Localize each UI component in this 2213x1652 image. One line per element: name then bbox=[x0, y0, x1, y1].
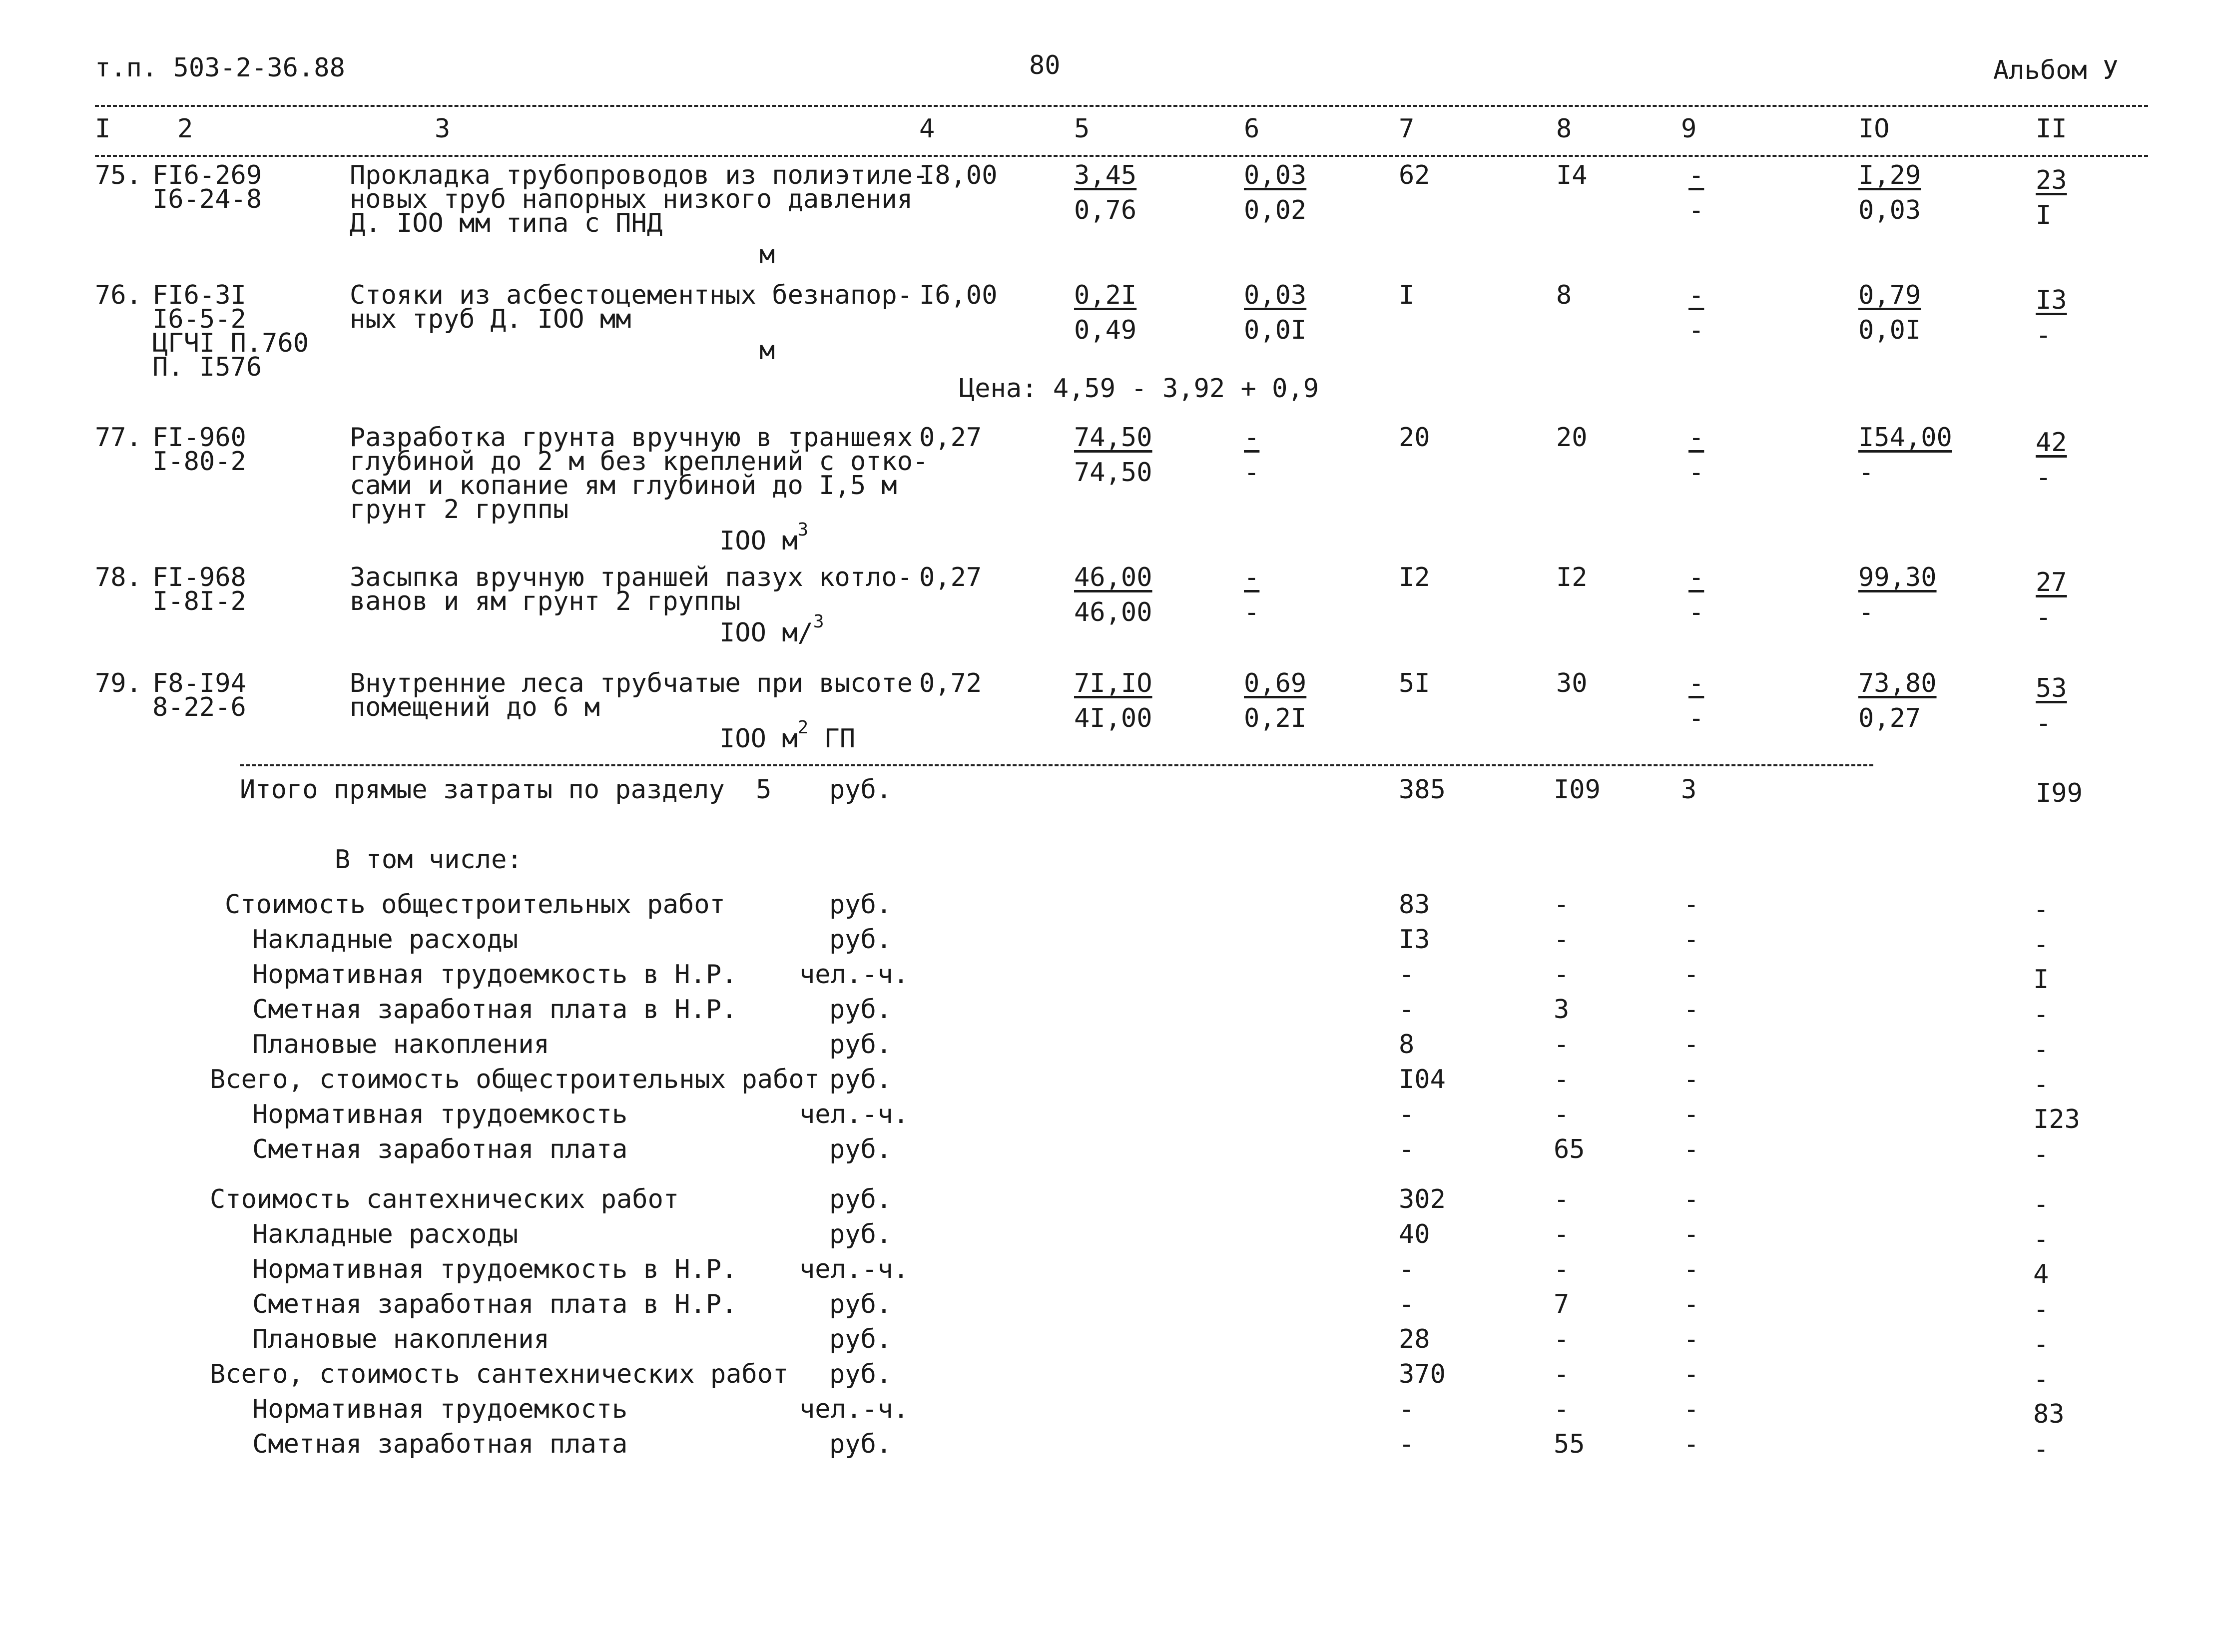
summary-c8: - bbox=[1554, 890, 1570, 920]
row-description: грунт 2 группы bbox=[350, 495, 569, 525]
summary-c7: 28 bbox=[1399, 1324, 1430, 1354]
summary-unit: руб. bbox=[829, 1030, 892, 1060]
summary-c7: - bbox=[1399, 960, 1415, 990]
column-header-6: 6 bbox=[1244, 114, 1260, 144]
summary-unit: чел.-ч. bbox=[799, 960, 909, 990]
summary-unit: руб. bbox=[829, 1324, 892, 1354]
column-header-4: 4 bbox=[919, 114, 935, 144]
row-unit bbox=[719, 611, 824, 648]
column-header-2: 2 bbox=[177, 114, 193, 144]
row-c5-top: 74,50 bbox=[1074, 423, 1152, 453]
row-code: I-8I-2 bbox=[152, 586, 246, 616]
unit-text: IOO м bbox=[719, 724, 798, 754]
summary-c7: - bbox=[1399, 1289, 1415, 1319]
unit-text: м bbox=[759, 336, 775, 366]
summary-c7: 8 bbox=[1399, 1030, 1415, 1060]
summary-c9: - bbox=[1683, 1324, 1699, 1354]
unit-text: IOO м/ bbox=[719, 618, 813, 648]
summary-unit: руб. bbox=[829, 1429, 892, 1459]
summary-label: Накладные расходы bbox=[252, 925, 519, 955]
row-c11-top: I3 bbox=[2036, 285, 2067, 315]
summary-c7: 302 bbox=[1399, 1184, 1446, 1214]
price-note: Цена: 4,59 - 3,92 + 0,9 bbox=[959, 374, 1319, 404]
row-c10-top: I54,00 bbox=[1858, 423, 1952, 453]
row-description: ванов и ям грунт 2 группы bbox=[350, 586, 741, 616]
row-code: I-80-2 bbox=[152, 447, 246, 477]
unit-exponent: 2 bbox=[797, 717, 809, 738]
row-code: FI6-3I bbox=[152, 280, 246, 310]
summary-c11: - bbox=[2033, 1364, 2049, 1394]
row-description: Стояки из асбестоцементных безнапор- bbox=[350, 280, 913, 310]
summary-c7: I04 bbox=[1399, 1065, 1446, 1095]
row-c7: 20 bbox=[1399, 423, 1430, 453]
row-quantity: 0,27 bbox=[919, 423, 982, 453]
column-header-11: II bbox=[2036, 114, 2067, 144]
row-number: 77. bbox=[95, 423, 142, 453]
unit-text: м bbox=[759, 240, 775, 270]
column-header-1: I bbox=[95, 114, 111, 144]
summary-c11: - bbox=[2033, 1189, 2049, 1219]
summary-c9: - bbox=[1683, 1100, 1699, 1129]
row-c5-top: 3,45 bbox=[1074, 160, 1137, 190]
row-c8: 20 bbox=[1556, 423, 1588, 453]
summary-c11: I bbox=[2033, 965, 2049, 995]
row-c9-bottom: - bbox=[1688, 195, 1704, 225]
row-c10-top: I,29 bbox=[1858, 160, 1921, 190]
summary-unit: руб. bbox=[829, 1219, 892, 1249]
summary-label: Нормативная трудоемкость в Н.Р. bbox=[252, 1254, 737, 1284]
row-c10-top: 0,79 bbox=[1858, 280, 1921, 310]
column-header-3: 3 bbox=[435, 114, 451, 144]
row-code: FI-960 bbox=[152, 423, 246, 453]
summary-label: Накладные расходы bbox=[252, 1219, 519, 1249]
unit-text: IOO м bbox=[719, 526, 798, 556]
row-c10-bottom: 0,27 bbox=[1858, 703, 1921, 733]
summary-c8: - bbox=[1554, 1394, 1570, 1424]
summary-unit: руб. bbox=[829, 925, 892, 955]
total-c9: 3 bbox=[1681, 775, 1697, 805]
summary-c11: 83 bbox=[2033, 1399, 2065, 1429]
summary-c11: - bbox=[2033, 1329, 2049, 1359]
summary-unit: руб. bbox=[829, 890, 892, 920]
summary-c9: - bbox=[1683, 1219, 1699, 1249]
summary-c9: - bbox=[1683, 1065, 1699, 1095]
row-c5-bottom: 74,50 bbox=[1074, 458, 1152, 488]
row-c6-top: 0,03 bbox=[1244, 160, 1307, 190]
row-c9-top: - bbox=[1688, 160, 1704, 190]
row-number: 76. bbox=[95, 280, 142, 310]
header-top-rule bbox=[95, 105, 2148, 107]
summary-label: Нормативная трудоемкость bbox=[252, 1394, 628, 1424]
summary-c11: - bbox=[2033, 1224, 2049, 1254]
summary-label: Плановые накопления bbox=[252, 1030, 550, 1060]
summary-c7: - bbox=[1399, 1429, 1415, 1459]
row-c9-top: - bbox=[1688, 668, 1704, 698]
row-code: 8-22-6 bbox=[152, 692, 246, 722]
row-description: Прокладка трубопроводов из полиэтиле- bbox=[350, 160, 929, 190]
summary-c8: - bbox=[1554, 1359, 1570, 1389]
summary-c8: 7 bbox=[1554, 1289, 1570, 1319]
row-c5-bottom: 0,49 bbox=[1074, 315, 1137, 345]
row-c9-bottom: - bbox=[1688, 315, 1704, 345]
summary-c11: 4 bbox=[2033, 1259, 2049, 1289]
summary-c9: - bbox=[1683, 995, 1699, 1025]
row-unit bbox=[719, 717, 856, 754]
row-c9-bottom: - bbox=[1688, 458, 1704, 488]
summary-c7: - bbox=[1399, 1134, 1415, 1164]
table-bottom-rule bbox=[240, 764, 1873, 766]
summary-c11: - bbox=[2033, 1294, 2049, 1324]
row-c8: I4 bbox=[1556, 160, 1588, 190]
row-c5-bottom: 46,00 bbox=[1074, 597, 1152, 627]
row-c5-top: 46,00 bbox=[1074, 562, 1152, 592]
summary-c11: - bbox=[2033, 1434, 2049, 1464]
column-header-7: 7 bbox=[1399, 114, 1415, 144]
row-c10-bottom: - bbox=[1858, 458, 1874, 488]
row-c9-bottom: - bbox=[1688, 703, 1704, 733]
row-c7: 5I bbox=[1399, 668, 1430, 698]
row-description: помещений до 6 м bbox=[350, 692, 600, 722]
summary-unit: руб. bbox=[829, 1289, 892, 1319]
row-c10-bottom: - bbox=[1858, 597, 1874, 627]
summary-c9: - bbox=[1683, 925, 1699, 955]
row-c11-bottom: I bbox=[2036, 200, 2052, 230]
summary-unit: чел.-ч. bbox=[799, 1100, 909, 1129]
row-c5-top: 0,2I bbox=[1074, 280, 1137, 310]
row-c8: 8 bbox=[1556, 280, 1572, 310]
summary-label: Нормативная трудоемкость bbox=[252, 1100, 628, 1129]
row-c11-bottom: - bbox=[2036, 320, 2052, 350]
row-c5-top: 7I,IO bbox=[1074, 668, 1152, 698]
row-description: Д. IOO мм типа с ПНД bbox=[350, 208, 663, 238]
summary-c8: - bbox=[1554, 925, 1570, 955]
row-c9-top: - bbox=[1688, 280, 1704, 310]
summary-c8: - bbox=[1554, 1100, 1570, 1129]
summary-c8: - bbox=[1554, 1324, 1570, 1354]
row-c7: I bbox=[1399, 280, 1415, 310]
summary-label: Стоимость сантехнических работ bbox=[210, 1184, 679, 1214]
row-number: 75. bbox=[95, 160, 142, 190]
row-c11-bottom: - bbox=[2036, 463, 2052, 493]
row-code: ЦГЧI П.760 bbox=[152, 328, 309, 358]
row-code: П. I576 bbox=[152, 352, 262, 382]
summary-c8: - bbox=[1554, 1219, 1570, 1249]
row-c9-bottom: - bbox=[1688, 597, 1704, 627]
unit-suffix: ГП bbox=[808, 724, 856, 754]
row-description: Засыпка вручную траншей пазух котло- bbox=[350, 562, 913, 592]
row-c6-bottom: - bbox=[1244, 458, 1260, 488]
summary-c7: - bbox=[1399, 1394, 1415, 1424]
column-header-10: IO bbox=[1858, 114, 1890, 144]
row-number: 78. bbox=[95, 562, 142, 592]
summary-c9: - bbox=[1683, 1134, 1699, 1164]
row-c10-top: 99,30 bbox=[1858, 562, 1937, 592]
summary-c8: - bbox=[1554, 1254, 1570, 1284]
summary-c7: - bbox=[1399, 995, 1415, 1025]
row-c7: 62 bbox=[1399, 160, 1430, 190]
summary-c7: 370 bbox=[1399, 1359, 1446, 1389]
summary-c8: 55 bbox=[1554, 1429, 1585, 1459]
summary-unit: чел.-ч. bbox=[799, 1394, 909, 1424]
row-description: сами и копание ям глубиной до I,5 м bbox=[350, 471, 897, 501]
summary-c11: - bbox=[2033, 930, 2049, 960]
row-c6-top: - bbox=[1244, 423, 1260, 453]
summary-c8: - bbox=[1554, 960, 1570, 990]
summary-c7: 83 bbox=[1399, 890, 1430, 920]
row-c6-bottom: - bbox=[1244, 597, 1260, 627]
row-description: глубиной до 2 м без креплений с отко- bbox=[350, 447, 929, 477]
row-c8: 30 bbox=[1556, 668, 1588, 698]
summary-c9: - bbox=[1683, 1030, 1699, 1060]
row-c11-top: 53 bbox=[2036, 673, 2067, 703]
summary-c7: - bbox=[1399, 1100, 1415, 1129]
column-header-9: 9 bbox=[1681, 114, 1697, 144]
row-c6-top: 0,69 bbox=[1244, 668, 1307, 698]
row-c10-top: 73,80 bbox=[1858, 668, 1937, 698]
row-c9-top: - bbox=[1688, 562, 1704, 592]
summary-label: Всего, стоимость общестроительных работ bbox=[210, 1065, 820, 1095]
row-code: I6-24-8 bbox=[152, 184, 262, 214]
row-c6-bottom: 0,2I bbox=[1244, 703, 1307, 733]
summary-c7: 40 bbox=[1399, 1219, 1430, 1249]
summary-unit: руб. bbox=[829, 1184, 892, 1214]
row-c11-top: 27 bbox=[2036, 567, 2067, 597]
row-c11-top: 42 bbox=[2036, 428, 2067, 458]
row-unit bbox=[759, 338, 775, 364]
row-c9-top: - bbox=[1688, 423, 1704, 453]
summary-c7: I3 bbox=[1399, 925, 1430, 955]
row-quantity: I6,00 bbox=[919, 280, 998, 310]
including-heading: В том числе: bbox=[335, 845, 523, 875]
row-c11-bottom: - bbox=[2036, 708, 2052, 738]
row-code: FI6-269 bbox=[152, 160, 262, 190]
summary-label: Сметная заработная плата bbox=[252, 1429, 628, 1459]
row-code: F8-I94 bbox=[152, 668, 246, 698]
row-c7: I2 bbox=[1399, 562, 1430, 592]
summary-c11: - bbox=[2033, 1000, 2049, 1030]
row-unit bbox=[719, 520, 809, 556]
total-label: Итого прямые затраты по разделу 5 bbox=[240, 775, 772, 805]
summary-c11: - bbox=[2033, 1070, 2049, 1100]
summary-c9: - bbox=[1683, 890, 1699, 920]
row-c6-top: - bbox=[1244, 562, 1260, 592]
summary-c11: I23 bbox=[2033, 1104, 2080, 1134]
row-quantity: I8,00 bbox=[919, 160, 998, 190]
summary-c9: - bbox=[1683, 1394, 1699, 1424]
row-unit bbox=[759, 242, 775, 268]
total-c7: 385 bbox=[1399, 775, 1446, 805]
summary-c8: - bbox=[1554, 1030, 1570, 1060]
summary-c9: - bbox=[1683, 960, 1699, 990]
row-c11-bottom: - bbox=[2036, 602, 2052, 632]
summary-c9: - bbox=[1683, 1184, 1699, 1214]
summary-label: Сметная заработная плата в Н.Р. bbox=[252, 1289, 737, 1319]
summary-c9: - bbox=[1683, 1359, 1699, 1389]
summary-unit: руб. bbox=[829, 1134, 892, 1164]
row-code: FI-968 bbox=[152, 562, 246, 592]
row-c6-top: 0,03 bbox=[1244, 280, 1307, 310]
row-c10-bottom: 0,03 bbox=[1858, 195, 1921, 225]
row-description: новых труб напорных низкого давления bbox=[350, 184, 913, 214]
summary-unit: руб. bbox=[829, 1359, 892, 1389]
document-code: т.п. 503-2-36.88 bbox=[95, 53, 345, 83]
summary-label: Сметная заработная плата в Н.Р. bbox=[252, 995, 737, 1025]
album-label: Альбом У bbox=[1993, 55, 2119, 85]
row-c5-bottom: 0,76 bbox=[1074, 195, 1137, 225]
summary-label: Всего, стоимость сантехнических работ bbox=[210, 1359, 789, 1389]
total-unit: руб. bbox=[829, 775, 892, 805]
summary-c11: - bbox=[2033, 1035, 2049, 1065]
row-c5-bottom: 4I,00 bbox=[1074, 703, 1152, 733]
row-description: Внутренние леса трубчатые при высоте bbox=[350, 668, 913, 698]
summary-label: Сметная заработная плата bbox=[252, 1134, 628, 1164]
column-header-8: 8 bbox=[1556, 114, 1572, 144]
summary-label: Нормативная трудоемкость в Н.Р. bbox=[252, 960, 737, 990]
row-c6-bottom: 0,0I bbox=[1244, 315, 1307, 345]
summary-c9: - bbox=[1683, 1429, 1699, 1459]
row-quantity: 0,27 bbox=[919, 562, 982, 592]
summary-c8: 65 bbox=[1554, 1134, 1585, 1164]
unit-exponent: 3 bbox=[797, 520, 809, 540]
page-number: 80 bbox=[1029, 50, 1061, 80]
row-c8: I2 bbox=[1556, 562, 1588, 592]
total-c11: I99 bbox=[2036, 778, 2083, 808]
summary-c9: - bbox=[1683, 1289, 1699, 1319]
summary-c8: - bbox=[1554, 1184, 1570, 1214]
summary-c11: - bbox=[2033, 1139, 2049, 1169]
summary-unit: руб. bbox=[829, 1065, 892, 1095]
row-description: ных труб Д. IOO мм bbox=[350, 304, 631, 334]
summary-c8: - bbox=[1554, 1065, 1570, 1095]
row-code: I6-5-2 bbox=[152, 304, 246, 334]
summary-c8: 3 bbox=[1554, 995, 1570, 1025]
summary-label: Стоимость общестроительных работ bbox=[225, 890, 725, 920]
column-header-5: 5 bbox=[1074, 114, 1090, 144]
row-c10-bottom: 0,0I bbox=[1858, 315, 1921, 345]
summary-label: Плановые накопления bbox=[252, 1324, 550, 1354]
total-c8: I09 bbox=[1554, 775, 1601, 805]
summary-c7: - bbox=[1399, 1254, 1415, 1284]
row-number: 79. bbox=[95, 668, 142, 698]
summary-unit: руб. bbox=[829, 995, 892, 1025]
header-bottom-rule bbox=[95, 155, 2148, 157]
row-description: Разработка грунта вручную в траншеях bbox=[350, 423, 913, 453]
unit-exponent: 3 bbox=[813, 611, 824, 632]
summary-unit: чел.-ч. bbox=[799, 1254, 909, 1284]
summary-c11: - bbox=[2033, 895, 2049, 925]
row-quantity: 0,72 bbox=[919, 668, 982, 698]
summary-c9: - bbox=[1683, 1254, 1699, 1284]
row-c11-top: 23 bbox=[2036, 165, 2067, 195]
row-c6-bottom: 0,02 bbox=[1244, 195, 1307, 225]
